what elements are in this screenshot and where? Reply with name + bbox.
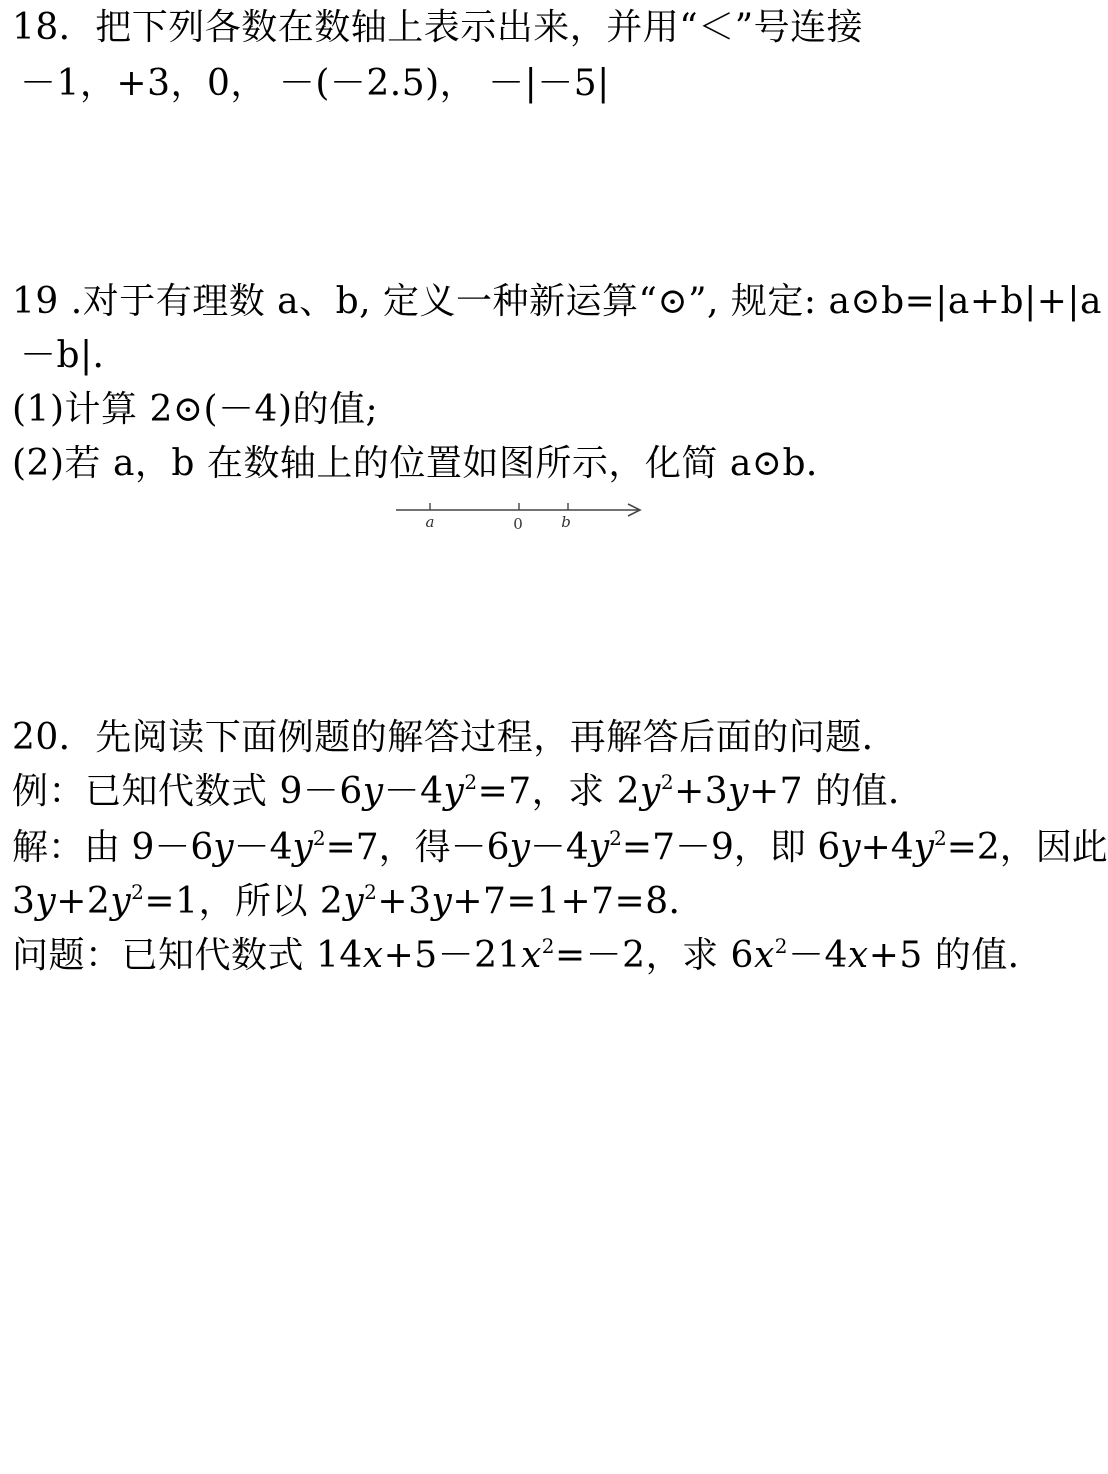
- label-a: a: [425, 513, 435, 531]
- q20-solution-line2: $3y+2y^2=1$，所以 $2y^2+3y+7=1+7=8$．: [12, 880, 706, 922]
- q20-example: 例：已知代数式 $9-6y-4y^2=7$，求 $2y^2+3y+7$ 的值．: [12, 770, 925, 812]
- q19-part1: (1)计算 2⊙(－4)的值;: [12, 389, 379, 430]
- q20-solution-line1: 解：由 $9-6y-4y^2=7$，得$-6y-4y^2=7-9$，即 $6y+4y^2=2$，因此: [12, 826, 1108, 868]
- label-b: b: [561, 513, 571, 531]
- q18-line1: 18．把下列各数在数轴上表示出来，并用“＜”号连接: [12, 7, 864, 48]
- q19-line2: －b|．: [20, 335, 130, 376]
- q20-line1: 20．先阅读下面例题的解答过程，再解答后面的问题．: [12, 717, 899, 758]
- q19-part2: (2)若 a，b 在数轴上的位置如图所示，化简 a⊙b．: [12, 443, 843, 484]
- q18-line2: －1，+3，0， －(－2.5)， －|－5|: [20, 63, 610, 104]
- q19-line1: 19 .对于有理数 a、b, 定义一种新运算“⊙”, 规定: a⊙b=|a+b|+|a: [12, 281, 1102, 322]
- label-0: 0: [513, 515, 523, 533]
- q20-question: 问题：已知代数式 $14x+5-21x^2=-2$，求 $6x^2-4x+5$ 的值．: [12, 934, 1045, 976]
- number-line-figure: [392, 494, 648, 538]
